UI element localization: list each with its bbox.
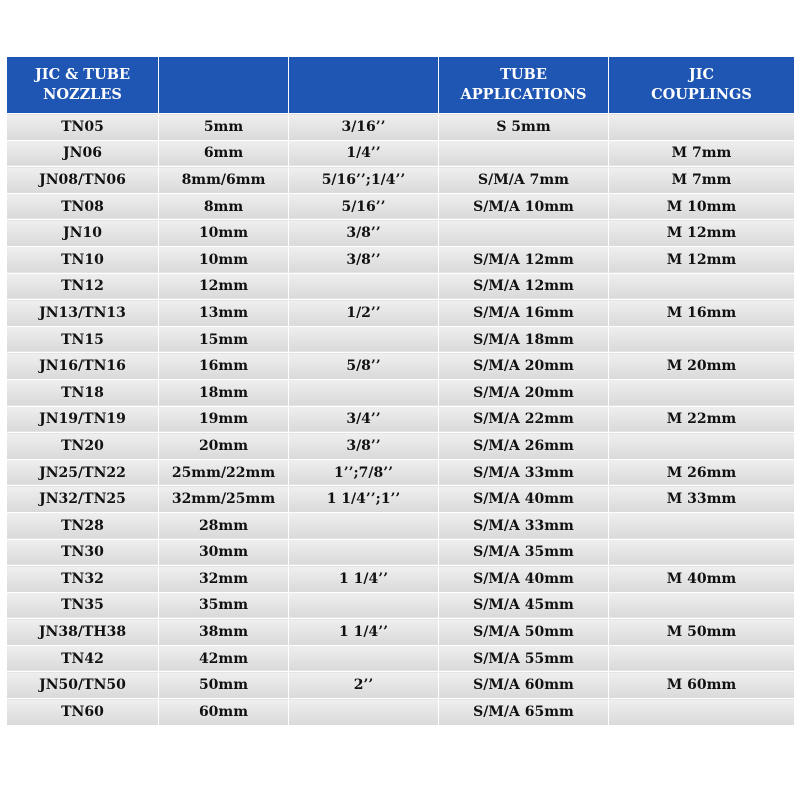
size-mm-cell: 25mm/22mm [159,459,289,486]
nozzle-code-cell: JN38/TH38 [7,619,159,646]
size-inch-cell: 3/8’’ [289,220,439,247]
table-row [7,699,795,726]
nozzle-code-cell: TN05 [7,114,159,141]
tube-application-cell: S/M/A 50mm [439,619,609,646]
nozzle-code-cell: TN35 [7,592,159,619]
tube-application-cell: S/M/A 26mm [439,433,609,460]
size-mm-cell: 28mm [159,512,289,539]
jic-coupling-cell [609,699,795,726]
size-inch-cell: 1 1/4’’;1’’ [289,486,439,513]
size-mm-cell: 32mm [159,566,289,593]
nozzle-code-cell: TN15 [7,326,159,353]
table-row [7,459,795,486]
nozzle-code-cell: JN06 [7,140,159,167]
size-inch-cell [289,326,439,353]
table-body [7,114,795,726]
table-row [7,193,795,220]
jic-coupling-cell [609,645,795,672]
nozzle-code-cell: JN10 [7,220,159,247]
header-nozzles-line1: JIC & TUBE [34,66,131,83]
header-size-inch [289,57,439,114]
table-row [7,512,795,539]
size-inch-cell: 3/4’’ [289,406,439,433]
jic-coupling-cell [609,512,795,539]
tube-application-cell: S/M/A 35mm [439,539,609,566]
tube-application-cell: S/M/A 55mm [439,645,609,672]
tube-application-cell: S/M/A 40mm [439,486,609,513]
jic-coupling-cell: M 7mm [609,167,795,194]
jic-coupling-cell [609,114,795,141]
nozzle-code-cell: TN30 [7,539,159,566]
size-inch-cell [289,273,439,300]
tube-application-cell: S/M/A 12mm [439,246,609,273]
jic-coupling-cell: M 7mm [609,140,795,167]
nozzle-code-cell: JN32/TN25 [7,486,159,513]
size-mm-cell: 18mm [159,379,289,406]
jic-coupling-cell: M 12mm [609,220,795,247]
table-row [7,486,795,513]
jic-coupling-cell [609,273,795,300]
nozzle-spec-table [6,56,795,726]
size-inch-cell [289,645,439,672]
tube-application-cell: S/M/A 40mm [439,566,609,593]
table-row [7,220,795,247]
table-row [7,246,795,273]
size-mm-cell: 12mm [159,273,289,300]
table-row [7,326,795,353]
nozzle-code-cell: JN25/TN22 [7,459,159,486]
tube-application-cell: S/M/A 7mm [439,167,609,194]
jic-coupling-cell: M 20mm [609,353,795,380]
header-tube-line1: TUBE [500,66,547,83]
nozzle-code-cell: TN28 [7,512,159,539]
nozzle-code-cell: TN10 [7,246,159,273]
size-mm-cell: 20mm [159,433,289,460]
size-inch-cell [289,512,439,539]
jic-coupling-cell: M 16mm [609,300,795,327]
tube-application-cell: S/M/A 20mm [439,353,609,380]
jic-coupling-cell: M 26mm [609,459,795,486]
header-nozzles-line2: NOZZLES [43,86,122,103]
table-row [7,592,795,619]
jic-coupling-cell: M 22mm [609,406,795,433]
table-row [7,406,795,433]
size-inch-cell [289,379,439,406]
size-inch-cell [289,592,439,619]
size-mm-cell: 42mm [159,645,289,672]
tube-application-cell [439,140,609,167]
size-inch-cell: 1 1/4’’ [289,566,439,593]
tube-application-cell: S 5mm [439,114,609,141]
size-mm-cell: 15mm [159,326,289,353]
table-row [7,114,795,141]
size-inch-cell [289,539,439,566]
table-row [7,566,795,593]
table-row [7,645,795,672]
nozzle-code-cell: JN19/TN19 [7,406,159,433]
size-mm-cell: 38mm [159,619,289,646]
nozzle-code-cell: TN32 [7,566,159,593]
header-tube-applications [439,57,609,114]
size-inch-cell: 3/8’’ [289,246,439,273]
nozzle-code-cell: JN13/TN13 [7,300,159,327]
size-mm-cell: 35mm [159,592,289,619]
table-row [7,433,795,460]
table-row [7,167,795,194]
tube-application-cell: S/M/A 22mm [439,406,609,433]
size-mm-cell: 60mm [159,699,289,726]
header-size-mm [159,57,289,114]
tube-application-cell: S/M/A 10mm [439,193,609,220]
table-row [7,273,795,300]
size-inch-cell: 1/2’’ [289,300,439,327]
header-jic-couplings [609,57,795,114]
nozzle-code-cell: JN08/TN06 [7,167,159,194]
nozzle-table-container [6,56,794,726]
nozzle-code-cell: TN20 [7,433,159,460]
size-mm-cell: 16mm [159,353,289,380]
table-row [7,300,795,327]
jic-coupling-cell: M 50mm [609,619,795,646]
nozzle-code-cell: JN50/TN50 [7,672,159,699]
nozzle-code-cell: TN60 [7,699,159,726]
jic-coupling-cell [609,592,795,619]
size-inch-cell [289,699,439,726]
size-inch-cell: 1 1/4’’ [289,619,439,646]
size-mm-cell: 8mm/6mm [159,167,289,194]
header-tube-line2: APPLICATIONS [460,86,587,103]
table-row [7,140,795,167]
header-nozzles [7,57,159,114]
tube-application-cell: S/M/A 20mm [439,379,609,406]
tube-application-cell: S/M/A 18mm [439,326,609,353]
size-inch-cell: 1’’;7/8’’ [289,459,439,486]
nozzle-code-cell: TN08 [7,193,159,220]
size-mm-cell: 8mm [159,193,289,220]
tube-application-cell [439,220,609,247]
tube-application-cell: S/M/A 65mm [439,699,609,726]
table-row [7,672,795,699]
nozzle-code-cell: TN42 [7,645,159,672]
jic-coupling-cell: M 10mm [609,193,795,220]
size-mm-cell: 10mm [159,246,289,273]
jic-coupling-cell [609,379,795,406]
tube-application-cell: S/M/A 60mm [439,672,609,699]
tube-application-cell: S/M/A 12mm [439,273,609,300]
size-mm-cell: 19mm [159,406,289,433]
header-jic-line1: JIC [688,66,715,83]
jic-coupling-cell: M 33mm [609,486,795,513]
nozzle-code-cell: JN16/TN16 [7,353,159,380]
table-row [7,379,795,406]
tube-application-cell: S/M/A 45mm [439,592,609,619]
size-inch-cell: 2’’ [289,672,439,699]
size-inch-cell: 1/4’’ [289,140,439,167]
table-row [7,353,795,380]
size-mm-cell: 50mm [159,672,289,699]
table-header-row [7,57,795,114]
size-mm-cell: 5mm [159,114,289,141]
table-row [7,539,795,566]
size-mm-cell: 13mm [159,300,289,327]
jic-coupling-cell: M 60mm [609,672,795,699]
jic-coupling-cell: M 12mm [609,246,795,273]
tube-application-cell: S/M/A 33mm [439,512,609,539]
size-inch-cell: 5/16’’ [289,193,439,220]
size-inch-cell: 3/8’’ [289,433,439,460]
size-mm-cell: 10mm [159,220,289,247]
header-jic-line2: COUPLINGS [651,86,752,103]
jic-coupling-cell [609,539,795,566]
size-mm-cell: 6mm [159,140,289,167]
size-mm-cell: 30mm [159,539,289,566]
tube-application-cell: S/M/A 16mm [439,300,609,327]
jic-coupling-cell [609,326,795,353]
table-row [7,619,795,646]
nozzle-code-cell: TN12 [7,273,159,300]
tube-application-cell: S/M/A 33mm [439,459,609,486]
size-inch-cell: 3/16’’ [289,114,439,141]
jic-coupling-cell: M 40mm [609,566,795,593]
size-inch-cell: 5/16’’;1/4’’ [289,167,439,194]
size-inch-cell: 5/8’’ [289,353,439,380]
nozzle-code-cell: TN18 [7,379,159,406]
jic-coupling-cell [609,433,795,460]
size-mm-cell: 32mm/25mm [159,486,289,513]
